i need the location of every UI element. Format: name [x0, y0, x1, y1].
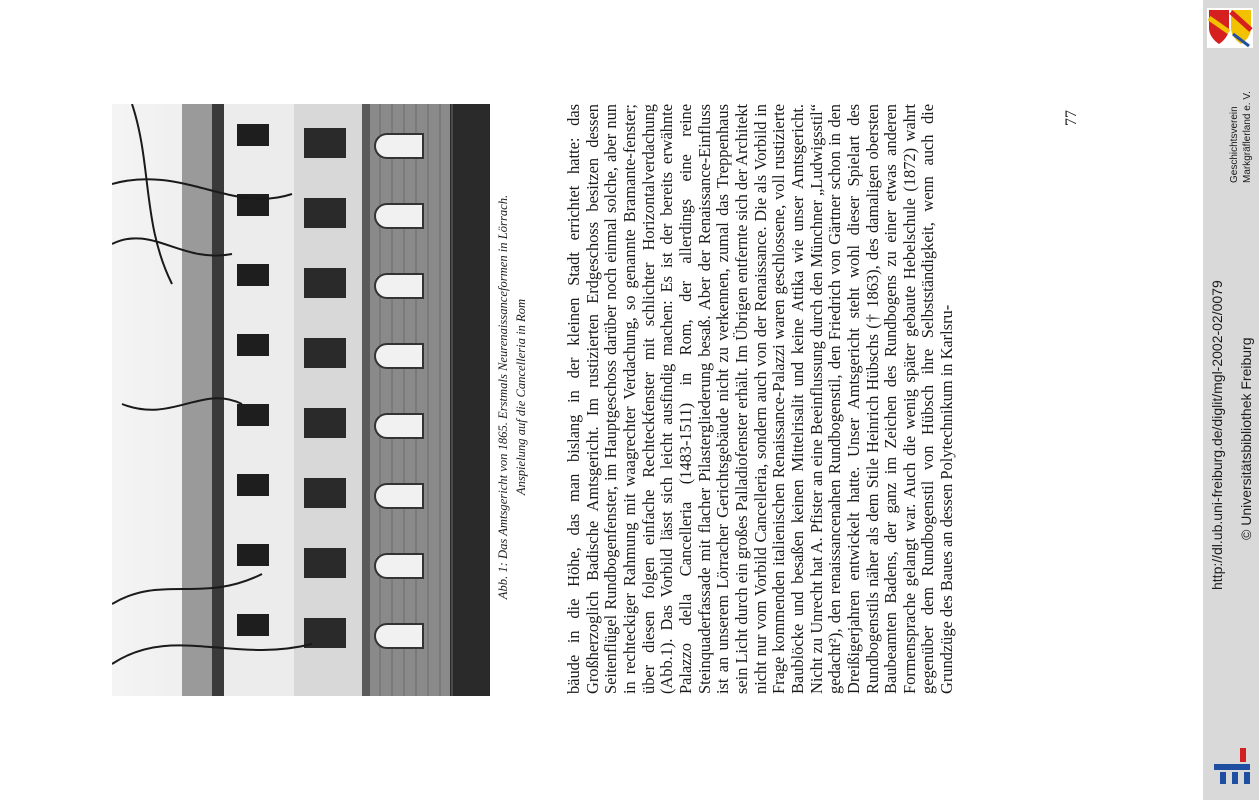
copyright-notice: © Universitätsbibliothek Freiburg: [1238, 337, 1254, 540]
document-url-link[interactable]: http://dl.ub.uni-freiburg.de/diglit/mgl-2002-02/0079: [1209, 280, 1225, 590]
body-paragraph: bäude in die Höhe, das man bislang in der kleinen Stadt errichtet hatte: das Großherzoglich Badische Amtsgericht. Im rustizierten Erdgeschoss besitzen dessen Seitenflügel Rundbogenfenster, im Hauptgeschoss darüber noch einmal solche, aber nun in rechteckiger Rahmung mit waagrechter Verdachung, so genannte Bramante-fenster; über diesen folgen einfache Rechteckfenster mit schlichter Horizontalverdachung (Abb.1). Das Vorbild lässt sich leicht ausfindig machen: Es ist der bereits erwähnte Palazzo della Cancelleria (1483-1511) in Rom, der allerdings eine reine Steinquaderfassade mit flacher Pilastergliederung besaß. Aber der Renaissance-Einfluss ist an unserem Lörracher Gerichtsgebäude nicht zu verkennen, zumal das Treppenhaus sein Licht durch ein großes Palladiofenster erhält. Im Übrigen entfernte sich der Architekt nicht nur vom Vorbild Cancelleria, sondern auch von der Renaissance. Die als Vorbild in Frage kommenden italienischen Renaissance-Palazzi waren geschlossene, voll rustizierte Baublöcke und besaßen keinen Mittelrisalit und keine Attika wie unser Amtsgericht. Nicht zu Unrecht hat A. Pfister an eine Beeinflussung durch den Münchner „Ludwigsstil“ gedacht²), den renaissancenahen Rundbogenstil, den Friedrich von Gärtner schon in den Dreißigerjahren entwickelt hatte. Unser Amtsgericht steht wohl dieser Spielart des Rundbogenstils näher als dem Stile Heinrich Hübschs († 1863), des damaligen obersten Baubeamten Badens, der ganz im Zeichen des Rundbogens zu einer etwas anderen Formensprache gelangt war. Auch die wenig später gebaute Hebelschule (1872) wahrt gegenüber dem Rundbogenstil von Hübsch ihre Selbstständigkeit, wenn auch die Grundzüge des Baues an dessen Polytechnikum in Karlsru-: [564, 104, 957, 694]
caption-line-2: Anspielung auf die Cancelleria in Rom: [514, 298, 528, 496]
association-line-2: Markgräflerland e. V.: [1242, 91, 1253, 183]
building-photograph: [112, 104, 490, 696]
body-text: [565, 104, 957, 694]
caption-line-1: Abb. 1: Das Amtsgericht von 1865. Erstmals Neurenaissanceformen in Lörrach.: [496, 194, 510, 600]
association-line-1: Geschichtsverein: [1229, 106, 1240, 183]
ub-freiburg-logo-icon: [1210, 746, 1254, 786]
figure-caption: [494, 102, 530, 692]
page-number: 77: [1063, 110, 1080, 126]
